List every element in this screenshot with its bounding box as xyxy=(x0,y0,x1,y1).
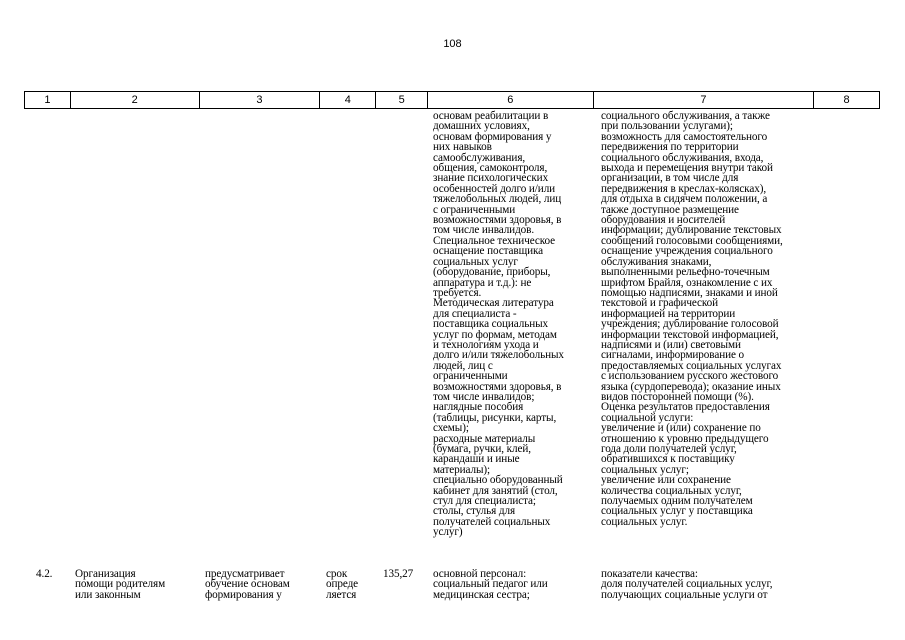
row-4-2-quality-indicators: показатели качества: доля получателей социальных услуг, получающих социальные услуги от xyxy=(601,568,773,601)
row-4-2-description: предусматривает обучение основам формирования у xyxy=(205,568,290,601)
row-4-2-tariff: 135,27 xyxy=(383,568,414,580)
column-number-4: 4 xyxy=(320,92,376,108)
row-4-2-service-name: Организация помощи родителям или законным xyxy=(75,568,166,601)
row-4-2-number: 4.2. xyxy=(36,568,53,580)
column-number-1: 1 xyxy=(25,92,71,108)
continuation-col7-text: социального обслуживания, а также при пользовании услугами); возможность для самостоятельного передвижения по территории социального обслуживания, входа, выхода и перемещения внутри такой организации, в том числе для передвижения в креслах-колясках), для отдыха в сидячем положении, а также доступное размещение оборудования и носителей информации; дублирование текстовых сообщений голосовыми сообщениями, оснащение учреждения социального обслуживания знаками, выполненными рельефно-точечным шрифтом Брайля, ознакомление с их помощью надписями, знаками и иной текстовой и графической информацией на территории учреждения; дублирование голосовой информации текстовой информацией, надписями и (или) световыми сигналами, информирование о предоставляемых социальных услугах с использованием русского жестового языка (сурдоперевода); оказание иных видов посторонней помощи (%). Оценка результатов предоставления социальной услуги: увеличение и (или) сохранение по отношению к уровню предыдущего года доли получателей услуг, обратившихся к поставщику социальных услуг; увеличение или сохранение количества социальных услуг, получаемых одним получателем социальных услуг у поставщика социальных услуг. xyxy=(601,110,783,528)
column-number-5: 5 xyxy=(376,92,428,108)
column-number-2: 2 xyxy=(71,92,200,108)
continuation-col6-text: основам реабилитации в домашних условиях, основам формирования у них навыков самообслуживания, общения, самоконтроля, знание психологических особенностей долго и/или тяжелобольных людей, лиц с ограниченными возможностями здоровья, в том числе инвалидов. Специальное техническое оснащение поставщика социальных услуг (оборудование, приборы, аппаратура и т.д.): не требуется. Методическая литература для специалиста - поставщика социальных услуг по формам, методам и технологиям ухода и долго и/или тяжелобольных людей, лиц с ограниченными возможностями здоровья, в том числе инвалидов; наглядные пособия (таблицы, рисунки, карты, схемы); расходные материалы (бумага, ручки, клей, карандаши и иные материалы); специально оборудованный кабинет для занятий (стол, стул для специалиста; столы, стулья для получателей социальных услуг) xyxy=(433,110,564,539)
row-4-2-term: срок опреде ляется xyxy=(326,568,359,601)
page-number: 108 xyxy=(443,38,462,50)
table-header-row xyxy=(24,91,880,109)
column-number-8: 8 xyxy=(843,94,850,106)
column-number-6: 6 xyxy=(428,92,594,108)
column-number-7: 7 xyxy=(594,92,814,108)
column-number-3: 3 xyxy=(200,92,321,108)
row-4-2-conditions: основной персонал: социальный педагог или медицинская сестра; xyxy=(433,568,548,601)
